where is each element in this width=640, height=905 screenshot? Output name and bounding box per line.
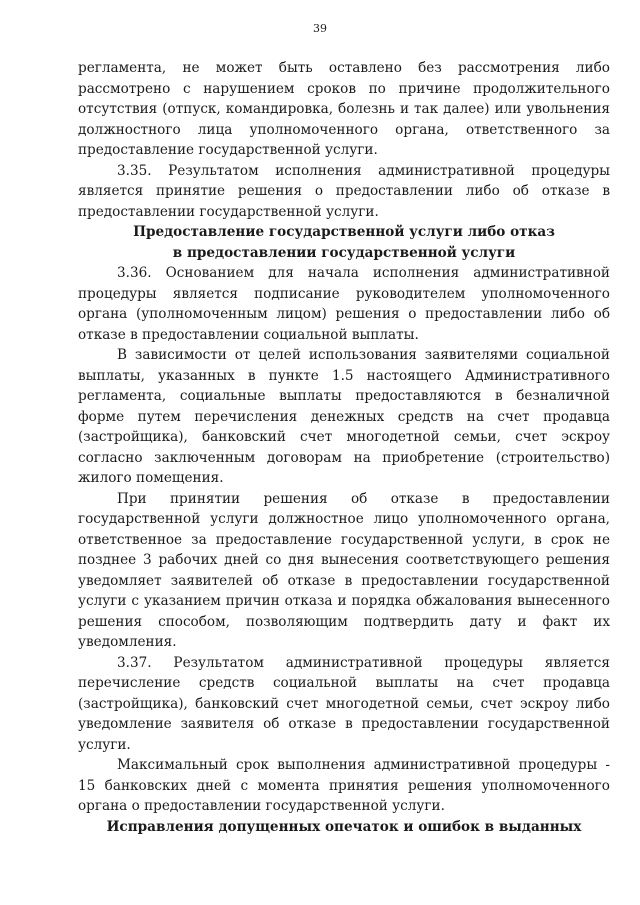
document-body (78, 58, 610, 837)
paragraph-3-35: 3.35. Результатом исполнения административной процедуры является принятие решения о предоставлении либо об отказе в предоставлении государственной услуги. (78, 162, 610, 220)
paragraph-3-37: 3.37. Результатом административной процедуры является перечисление средств социальной выплаты на счет продавца (застройщика), банковский счет многодетной семьи, счет эскроу либо уведомление заявителя об отказе в предоставлении государственной услуги. (78, 654, 610, 753)
section-heading-line-2: в предоставлении государственной услуги (172, 244, 516, 261)
paragraph-payment-form: В зависимости от целей использования заявителями социальной выплаты, указанных в пункте 1.5 настоящего Административного регламента, социальные выплаты предоставляются в безналичной форме путем перечисления денежных средств на счет продавца (застройщика), банковский счет многодетной семьи, счет эскроу согласно заключенным договорам на приобретение (строительство) жилого помещения. (78, 347, 610, 486)
paragraph-refusal-notice: При принятии решения об отказе в предоставлении государственной услуги должностное лицо уполномоченного органа, ответственное за предоставление государственной услуги, в срок не позднее 3 рабочих дней со дня вынесения соответствующего решения уведомляет заявителей об отказе в предоставлении государственной услуги с указанием причин отказа и порядка обжалования вынесенного решения способом, позволяющим подтвердить дату и факт их уведомления. (78, 490, 610, 650)
page-number: 39 (313, 22, 327, 35)
section-heading-line-1: Предоставление государственной услуги либо отказ (133, 224, 555, 240)
paragraph-continuation: регламента, не может быть оставлено без рассмотрения либо рассмотрено с нарушением сроков по причине продолжительного отсутствия (отпуск, командировка, болезнь и так далее) или увольнения должностного лица уполномоченного органа, ответственного за предоставление государственной услуги. (78, 60, 610, 158)
paragraph-max-term: Максимальный срок выполнения административной процедуры - 15 банковских дней с момента принятия решения уполномоченного органа о предоставлении государственной услуги. (78, 757, 610, 814)
paragraph-3-36: 3.36. Основанием для начала исполнения административной процедуры является подписание руководителем уполномоченного органа (уполномоченным лицом) решения о предоставлении либо об отказе в предоставлении социальной выплаты. (78, 265, 610, 343)
section-heading (78, 222, 610, 263)
next-section-heading: Исправления допущенных опечаток и ошибок в выданных (106, 818, 582, 835)
